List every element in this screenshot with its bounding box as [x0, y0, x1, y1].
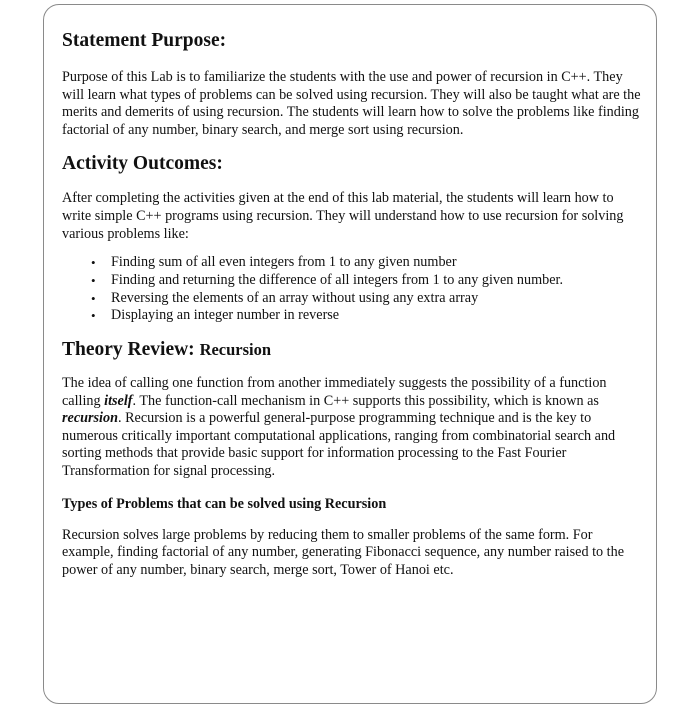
- types-of-problems-heading: Types of Problems that can be solved using Recursion: [62, 495, 387, 512]
- activity-outcomes-heading: Activity Outcomes:: [62, 153, 223, 175]
- theory-emphasis-recursion: recursion: [62, 410, 118, 427]
- theory-review-title: Theory Review:: [62, 338, 195, 360]
- theory-review-body: [62, 375, 644, 481]
- activity-outcomes-list: [62, 254, 644, 325]
- list-item: • Finding and returning the difference of all integers from 1 to any given number.: [62, 272, 644, 290]
- statement-purpose-body: Purpose of this Lab is to familiarize the students with the use and power of recursion in C++. They will learn what types of problems can be solved using recursion. They will also be taught what are the merits and demerits of using recursion. The students will learn how to solve the problems like finding factorial of any number, binary search, and merge sort using recursion.: [62, 69, 641, 138]
- theory-emphasis-itself: itself: [104, 392, 133, 409]
- list-item: • Finding sum of all even integers from 1 to any given number: [62, 254, 644, 272]
- theory-text-part1: The idea of calling one function from another immediately suggests the possibility of a function calling: [62, 374, 607, 409]
- activity-outcomes-body: After completing the activities given at the end of this lab material, the students will learn how to write simple C++ programs using recursion. They will understand how to use recursion for solving various problems like:: [62, 190, 624, 242]
- list-item: • Displaying an integer number in reverse: [62, 307, 644, 325]
- theory-review-subtitle: Recursion: [199, 339, 272, 359]
- theory-text-part2: . The function-call mechanism in C++ supports this possibility, which is known as: [132, 392, 599, 409]
- theory-review-heading: [62, 339, 644, 361]
- document-content: [62, 30, 644, 579]
- list-item: • Reversing the elements of an array without using any extra array: [62, 290, 644, 308]
- statement-purpose-heading: Statement Purpose:: [62, 30, 227, 51]
- types-of-problems-body: Recursion solves large problems by reducing them to smaller problems of the same form. For example, finding factorial of any number, generating Fibonacci sequence, any number raised to the power of any number, binary search, merge sort, Tower of Hanoi etc.: [62, 526, 624, 578]
- theory-text-part3: . Recursion is a powerful general-purpose programming technique and is the key to numerous critically important computational applications, ranging from combinatorial search and sorting methods that provide basic support for information processing to the Fast Fourier Transformation for signal processing.: [62, 410, 616, 479]
